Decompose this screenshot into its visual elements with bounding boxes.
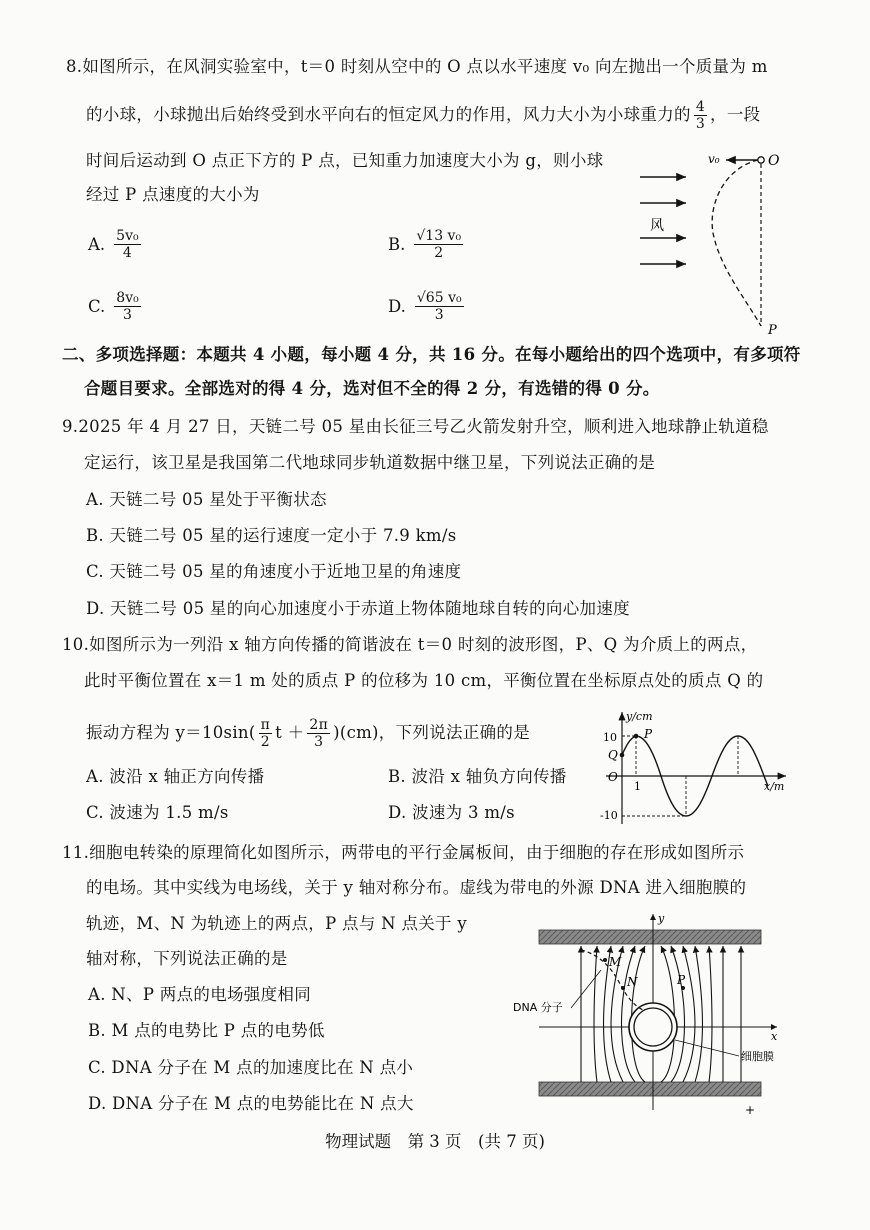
q10-option-d: D. 波速为 3 m/s bbox=[388, 803, 515, 822]
section2-line2: 合题目要求。全部选对的得 4 分，选对但不全的得 2 分，有选错的得 0 分。 bbox=[84, 379, 660, 398]
q9-option-d: D. 天链二号 05 星的向心加速度小于赤道上物体随地球自转的向心加速度 bbox=[86, 599, 630, 618]
y-label: y bbox=[658, 912, 665, 925]
frac-den: 3 bbox=[695, 116, 706, 132]
q8-option-b bbox=[388, 228, 466, 261]
q-label: Q bbox=[608, 748, 618, 762]
tick-neg10: -10 bbox=[600, 809, 618, 822]
q9-line2: 定运行，该卫星是我国第二代地球同步轨道数据中继卫星，下列说法正确的是 bbox=[84, 453, 656, 472]
q8-line2-end: ，一段 bbox=[710, 105, 761, 124]
option-fraction bbox=[415, 290, 464, 323]
plus-sign: + bbox=[745, 1103, 756, 1117]
point-q bbox=[620, 753, 625, 758]
q9-option-a: A. 天链二号 05 星处于平衡状态 bbox=[86, 490, 327, 509]
frac-den: 3 bbox=[434, 307, 444, 323]
q11-line3: 轨迹，M、N 为轨迹上的两点，P 点与 N 点关于 y bbox=[86, 914, 468, 933]
frac-num: π bbox=[260, 717, 271, 733]
section2-line1: 二、多项选择题：本题共 4 小题，每小题 4 分，共 16 分。在每小题给出的四个选项中，有多项符 bbox=[62, 345, 801, 364]
x-label: x bbox=[771, 1030, 778, 1043]
point-o bbox=[758, 157, 764, 163]
top-plate bbox=[539, 930, 761, 944]
dna-label: DNA 分子 bbox=[513, 1001, 563, 1014]
membrane-pointer bbox=[675, 1040, 739, 1056]
q11-option-d: D. DNA 分子在 M 点的电势能比在 N 点大 bbox=[88, 1094, 414, 1113]
v0-label: v₀ bbox=[708, 152, 720, 166]
option-label: A. bbox=[88, 235, 106, 254]
q10-line3-mid: t ＋ bbox=[275, 723, 305, 742]
q10-wave-figure bbox=[600, 706, 800, 830]
q11-option-c: C. DNA 分子在 M 点的加速度比在 N 点小 bbox=[88, 1058, 414, 1077]
q10-fraction-2 bbox=[307, 717, 330, 750]
frac-den: 3 bbox=[314, 734, 324, 750]
frac-num: 2π bbox=[309, 717, 329, 733]
point-p bbox=[634, 734, 639, 739]
q10-line3 bbox=[86, 717, 530, 750]
q10-line3-start: 振动方程为 y＝10sin( bbox=[86, 723, 256, 742]
trajectory-curve bbox=[712, 160, 761, 326]
q10-option-c: C. 波速为 1.5 m/s bbox=[86, 803, 229, 822]
option-fraction bbox=[114, 290, 140, 323]
cell-inner bbox=[634, 1008, 672, 1046]
q8-line2 bbox=[86, 99, 760, 132]
q9-option-b: B. 天链二号 05 星的运行速度一定小于 7.9 km/s bbox=[86, 526, 457, 545]
option-label: D. bbox=[388, 297, 406, 316]
option-label: C. bbox=[88, 297, 106, 316]
q10-line3-end: )(cm)，下列说法正确的是 bbox=[333, 723, 530, 742]
q10-fraction-1 bbox=[259, 717, 273, 750]
q11-cell-field-figure bbox=[505, 910, 795, 1120]
frac-num: √65 v₀ bbox=[416, 290, 462, 306]
option-fraction bbox=[114, 228, 140, 261]
q8-option-d bbox=[388, 290, 467, 323]
q10-line2: 此时平衡位置在 x＝1 m 处的质点 P 的位移为 10 cm，平衡位置在坐标原点处的质点 Q 的 bbox=[84, 671, 764, 690]
point-m bbox=[603, 958, 607, 962]
frac-num: √13 v₀ bbox=[416, 228, 462, 244]
frac-num: 4 bbox=[695, 99, 706, 115]
bottom-plate bbox=[539, 1082, 761, 1096]
q8-line4: 经过 P 点速度的大小为 bbox=[86, 185, 260, 204]
tick-1: 1 bbox=[634, 780, 641, 793]
q8-force-fraction bbox=[694, 99, 707, 132]
n-label: N bbox=[627, 975, 638, 989]
origin-label: O bbox=[608, 770, 618, 784]
q8-line2-text: 的小球，小球抛出后始终受到水平向右的恒定风力的作用，风力大小为小球重力的 bbox=[86, 105, 691, 124]
frac-den: 2 bbox=[260, 734, 270, 750]
q8-wind-figure bbox=[630, 148, 790, 340]
option-fraction bbox=[414, 228, 463, 261]
q9-line1: 9.2025 年 4 月 27 日，天链二号 05 星由长征三号乙火箭发射升空，顺利进入地球静止轨道稳 bbox=[62, 417, 769, 436]
q11-line4: 轴对称，下列说法正确的是 bbox=[86, 949, 288, 968]
q11-line2: 的电场。其中实线为电场线，关于 y 轴对称分布。虚线为带电的外源 DNA 进入细胞膜的 bbox=[86, 878, 747, 897]
q10-option-a: A. 波沿 x 轴正方向传播 bbox=[86, 767, 265, 786]
membrane-label: 细胞膜 bbox=[741, 1050, 774, 1063]
frac-den: 3 bbox=[123, 307, 132, 323]
q8-option-c bbox=[88, 290, 144, 323]
frac-den: 4 bbox=[122, 245, 132, 261]
q8-option-a bbox=[88, 228, 144, 261]
q11-option-b: B. M 点的电势比 P 点的电势低 bbox=[88, 1021, 325, 1040]
q8-line3: 时间后运动到 O 点正下方的 P 点，已知重力加速度大小为 g，则小球 bbox=[86, 151, 604, 170]
p-label: P bbox=[768, 323, 777, 338]
dna-pointer bbox=[571, 970, 601, 1008]
q8-line1: 8.如图所示，在风洞实验室中，t＝0 时刻从空中的 O 点以水平速度 v₀ 向左抛出一个质量为 m bbox=[66, 57, 768, 76]
page-footer: 物理试题 第 3 页 (共 7 页) bbox=[325, 1132, 545, 1151]
option-label: B. bbox=[388, 235, 406, 254]
x-axis-label: x/m bbox=[764, 780, 785, 793]
frac-num: 5v₀ bbox=[116, 228, 139, 244]
frac-num: 8v₀ bbox=[116, 290, 139, 306]
q10-line1: 10.如图所示为一列沿 x 轴方向传播的简谐波在 t＝0 时刻的波形图，P、Q 为介质上的两点， bbox=[62, 635, 758, 654]
q10-option-b: B. 波沿 x 轴负方向传播 bbox=[388, 767, 567, 786]
q11-option-a: A. N、P 两点的电场强度相同 bbox=[88, 985, 311, 1004]
q9-option-c: C. 天链二号 05 星的角速度小于近地卫星的角速度 bbox=[86, 562, 462, 581]
m-label: M bbox=[609, 955, 622, 969]
p-label: P bbox=[644, 727, 653, 741]
y-axis-label: y/cm bbox=[626, 710, 653, 723]
o-label: O bbox=[768, 153, 780, 169]
point-n bbox=[621, 986, 625, 990]
wind-label: 风 bbox=[650, 218, 664, 234]
frac-den: 2 bbox=[434, 245, 444, 261]
p-label: P bbox=[677, 973, 686, 987]
q11-line1: 11.细胞电转染的原理简化如图所示，两带电的平行金属板间，由于细胞的存在形成如图所示 bbox=[62, 843, 745, 862]
tick-10: 10 bbox=[603, 731, 617, 744]
